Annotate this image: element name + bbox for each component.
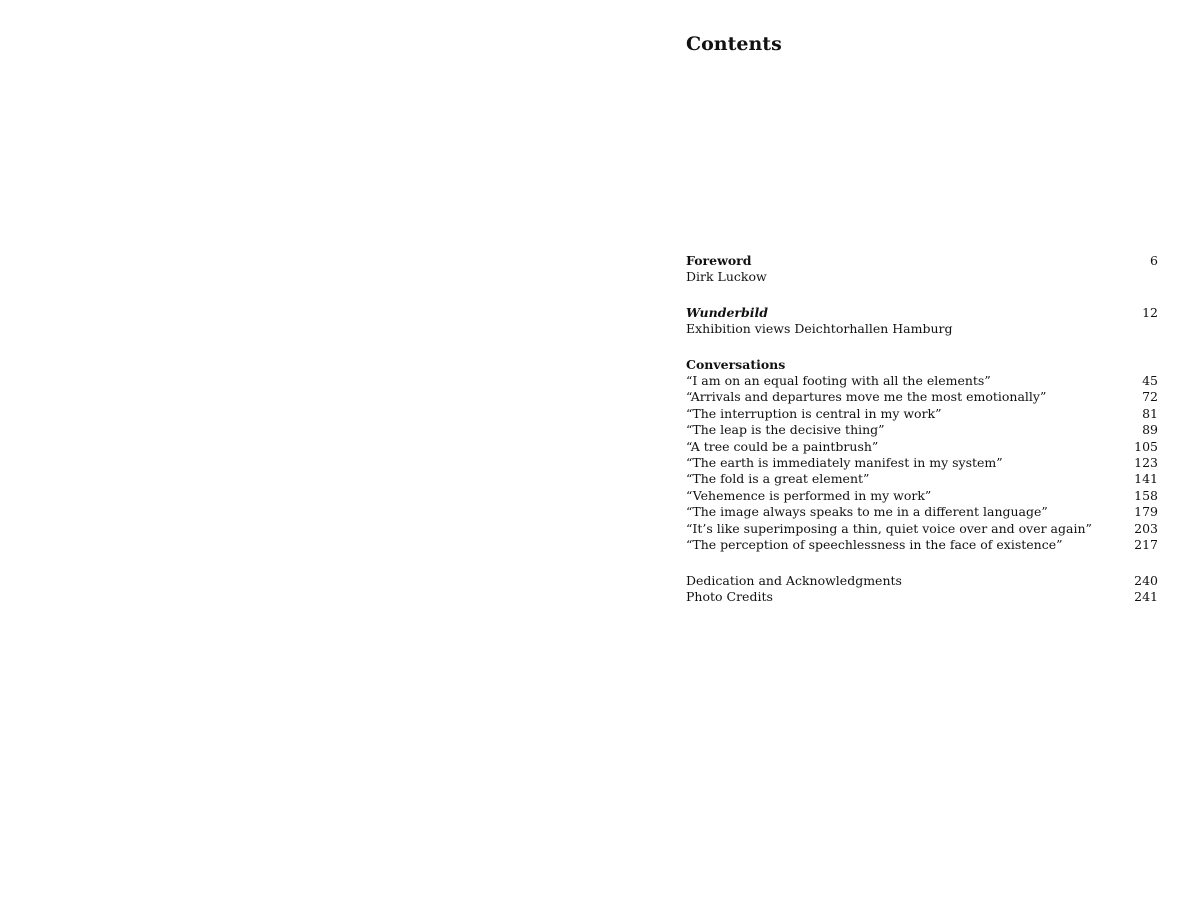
toc-entry-subtitle: Exhibition views Deichtorhallen Hamburg (686, 321, 953, 337)
toc-entry-page: 158 (1134, 487, 1158, 503)
table-of-contents (686, 253, 1158, 605)
toc-entry-page: 89 (1142, 422, 1158, 438)
toc-entry-foreword (686, 253, 1158, 269)
toc-entry-page: 123 (1134, 455, 1158, 471)
toc-entry (686, 406, 1158, 422)
toc-entry-author: Dirk Luckow (686, 269, 767, 285)
toc-entry-title: Dedication and Acknowledgments (686, 572, 902, 588)
toc-section-heading: Conversations (686, 356, 786, 372)
toc-entry (686, 488, 1158, 504)
toc-entry (686, 439, 1158, 455)
toc-entry-title: “I am on an equal footing with all the elements” (686, 373, 991, 389)
right-page (686, 0, 1158, 900)
toc-entry (686, 422, 1158, 438)
toc-entry-title: “Arrivals and departures move me the most emotionally” (686, 389, 1047, 405)
toc-entry-title: “The interruption is central in my work” (686, 405, 942, 421)
toc-entry-page: 81 (1142, 405, 1158, 421)
toc-entry-title: Photo Credits (686, 588, 773, 604)
toc-entry-title: “It’s like superimposing a thin, quiet voice over and over again” (686, 520, 1092, 536)
toc-entry-title: “A tree could be a paintbrush” (686, 438, 879, 454)
toc-entry-page: 105 (1134, 438, 1158, 454)
toc-entry-page: 217 (1134, 537, 1158, 553)
toc-entry-title: “The fold is a great element” (686, 471, 870, 487)
toc-entry-page: 12 (1142, 304, 1158, 320)
toc-entry-title: “The image always speaks to me in a different language” (686, 504, 1048, 520)
toc-entry-title: “The perception of speechlessness in the face of existence” (686, 537, 1063, 553)
toc-section-foreword (686, 253, 1158, 286)
toc-entry-title: “The leap is the decisive thing” (686, 422, 885, 438)
toc-entry (686, 471, 1158, 487)
toc-entry-page: 179 (1134, 504, 1158, 520)
toc-section-wunderbild (686, 305, 1158, 338)
toc-section-conversations (686, 357, 1158, 554)
page-title: Contents (686, 33, 782, 55)
toc-entry (686, 504, 1158, 520)
toc-entry-title: Foreword (686, 253, 752, 268)
toc-entry-title: “Vehemence is performed in my work” (686, 487, 932, 503)
toc-entry-page: 141 (1134, 471, 1158, 487)
toc-entry-page: 6 (1150, 253, 1158, 268)
toc-entry (686, 589, 1158, 605)
toc-entry-page: 241 (1134, 588, 1158, 604)
toc-entry (686, 389, 1158, 405)
toc-entry (686, 455, 1158, 471)
toc-entry (686, 373, 1158, 389)
toc-entry-page: 203 (1134, 520, 1158, 536)
toc-entry-title: “The earth is immediately manifest in my system” (686, 455, 1003, 471)
toc-entry (686, 521, 1158, 537)
toc-entry (686, 537, 1158, 553)
toc-entry-page: 72 (1142, 389, 1158, 405)
toc-entry-page: 240 (1134, 572, 1158, 588)
toc-section-back-matter (686, 573, 1158, 606)
toc-entry (686, 573, 1158, 589)
toc-entry-title: Wunderbild (686, 304, 768, 320)
toc-entry-page: 45 (1142, 373, 1158, 389)
toc-entry-wunderbild (686, 305, 1158, 321)
